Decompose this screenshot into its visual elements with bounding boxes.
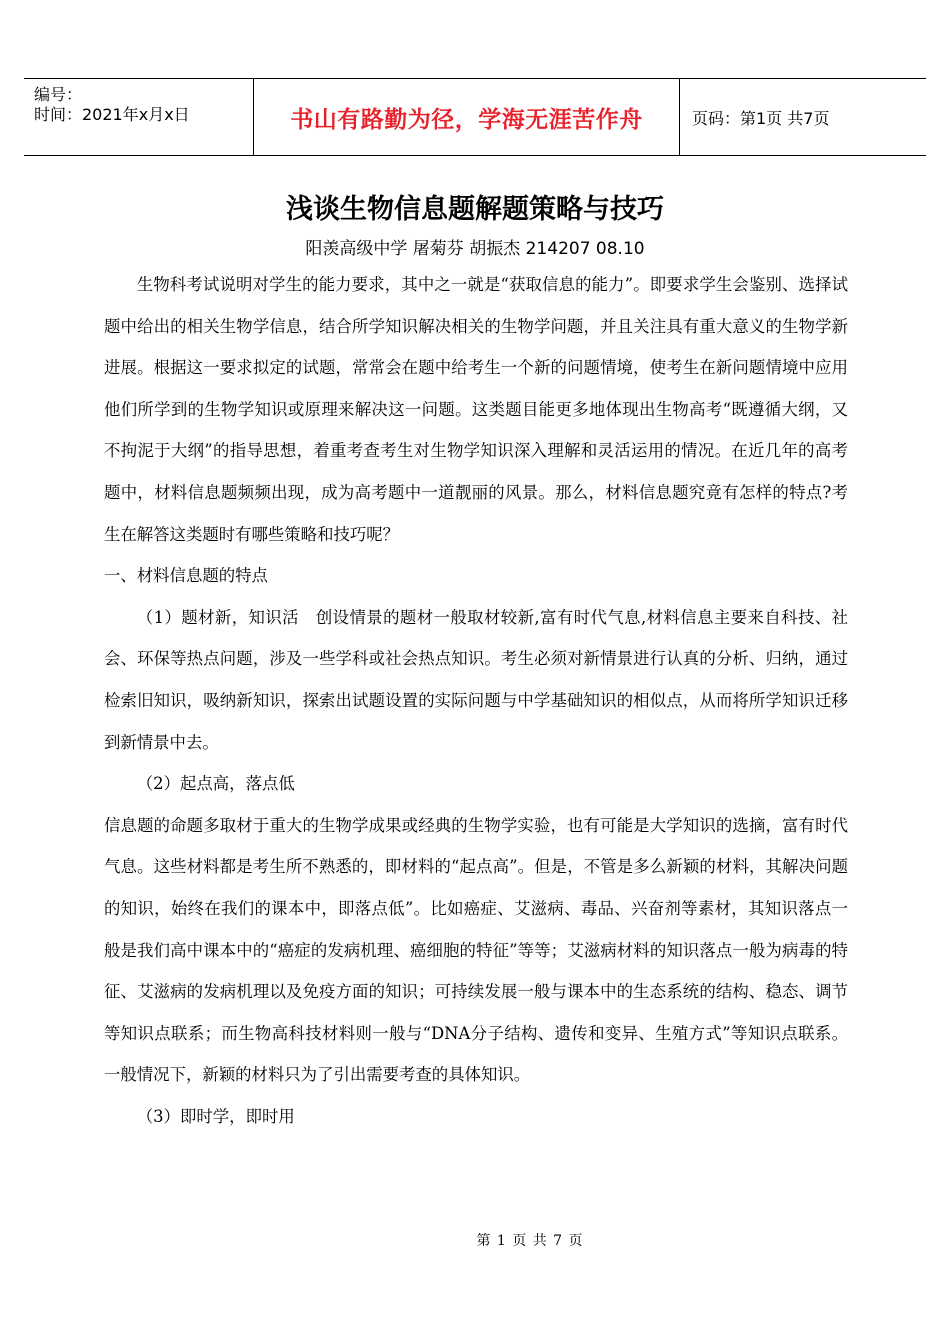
header-motto: 书山有路勤为径，学海无涯苦作舟: [290, 105, 643, 133]
document-time-label: 时间：2021年x月x日: [34, 105, 190, 124]
header-page-cell: [680, 79, 926, 155]
document-number-label: 编号：: [34, 85, 83, 104]
page-footer: 第 1 页 共 7 页: [476, 1233, 584, 1249]
document-header: [24, 78, 926, 156]
article-title: 浅谈生物信息题解题策略与技巧: [286, 194, 664, 225]
article-body: [104, 264, 848, 1137]
paragraph-point-1: （1）题材新，知识活 创设情景的题材一般取材较新,富有时代气息,材料信息主要来自科技、社会、环保等热点问题，涉及一些学科或社会热点知识。考生必须对新情景进行认真的分析、归纳，通过检索旧知识，吸纳新知识，探索出试题设置的实际问题与中学基础知识的相似点，从而将所学知识迁移到新情景中去。: [104, 607, 848, 752]
paragraph-point-2: 信息题的命题多取材于重大的生物学成果或经典的生物学实验，也有可能是大学知识的选摘，富有时代气息。这些材料都是考生所不熟悉的，即材料的“起点高”。但是，不管是多么新颖的材料，其解决问题的知识，始终在我们的课本中，即落点低”。比如癌症、艾滋病、毒品、兴奋剂等素材，其知识落点一般是我们高中课本中的“癌症的发病机理、癌细胞的特征”等等；艾滋病材料的知识落点一般为病毒的特征、艾滋病的发病机理以及免疫方面的知识；可持续发展一般与课本中的生态系统的结构、稳态、调节等知识点联系；而生物高科技材料则一般与“DNA分子结构、遗传和变异、生殖方式”等知识点联系。一般情况下，新颖的材料只为了引出需要考查的具体知识。: [104, 815, 848, 1085]
paragraph-intro: 生物科考试说明对学生的能力要求，其中之一就是“获取信息的能力”。即要求学生会鉴别、选择试题中给出的相关生物学信息，结合所学知识解决相关的生物学问题，并且关注具有重大意义的生物学新进展。根据这一要求拟定的试题，常常会在题中给考生一个新的问题情境，使考生在新问题情境中应用他们所学到的生物学知识或原理来解决这一问题。这类题目能更多地体现出生物高考“既遵循大纲，又不拘泥于大纲”的指导思想，着重考查考生对生物学知识深入理解和灵活运用的情况。在近几年的高考题中，材料信息题频频出现，成为高考题中一道靓丽的风景。那么，材料信息题究竟有怎样的特点?考生在解答这类题时有哪些策略和技巧呢？: [104, 275, 848, 544]
article-author-line: 阳羡高级中学 屠菊芬 胡振杰 214207 08.10: [305, 239, 645, 259]
header-motto-cell: [254, 79, 680, 155]
header-page-info: 页码：第1页 共7页: [692, 108, 830, 128]
subheading-point-3: （3）即时学，即时用: [136, 1106, 295, 1126]
subheading-point-2: （2）起点高，落点低: [136, 774, 295, 794]
section-heading: 一、材料信息题的特点: [104, 566, 268, 586]
header-meta-cell: [24, 79, 254, 155]
